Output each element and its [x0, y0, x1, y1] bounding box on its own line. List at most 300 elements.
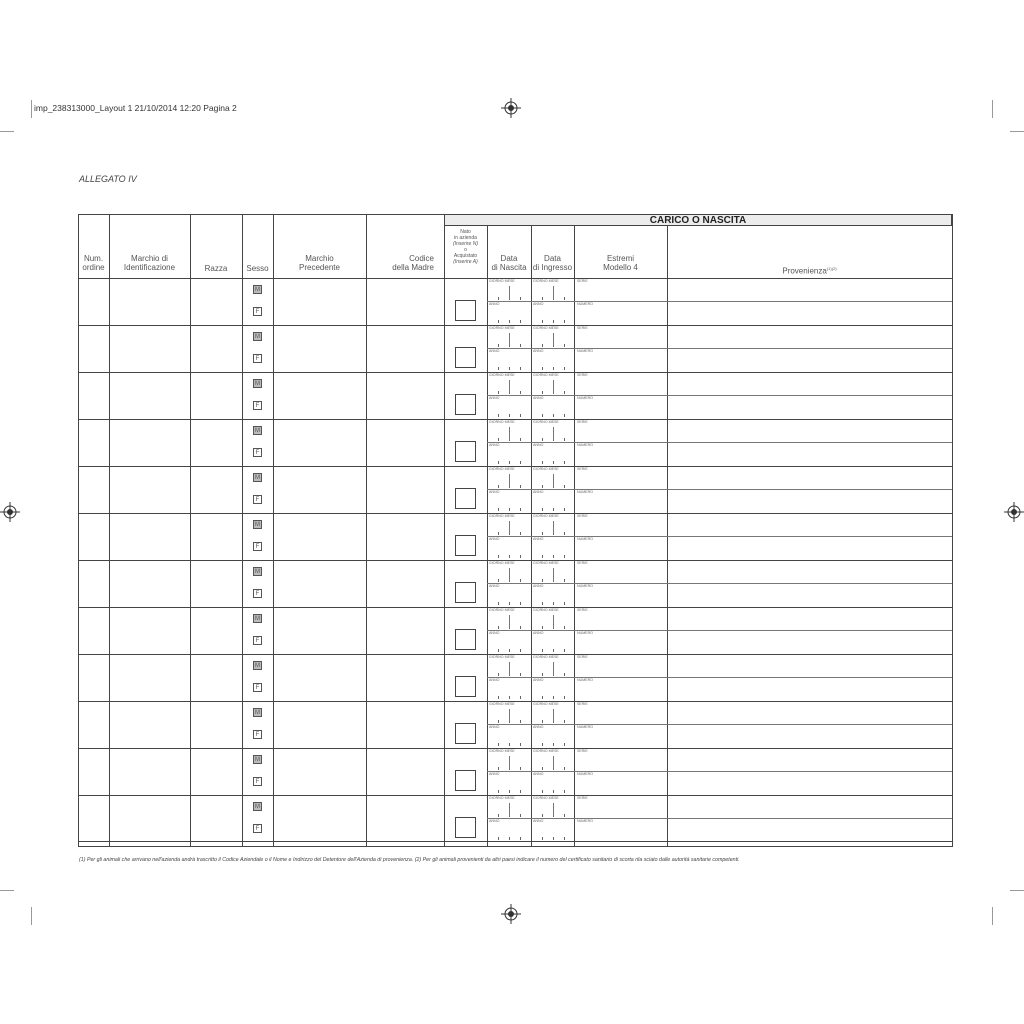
date-separator: [509, 756, 510, 769]
date-tick: [498, 767, 499, 770]
cell-label-numero: NUMERO: [577, 490, 593, 494]
date-separator: [509, 615, 510, 628]
nato-acquistato-input[interactable]: [455, 441, 476, 462]
cell-label-numero: NUMERO: [577, 584, 593, 588]
date-tick: [564, 626, 565, 629]
row-half-divider: [487, 724, 952, 725]
date-tick: [553, 320, 554, 323]
sex-f-checkbox[interactable]: F: [253, 777, 262, 786]
date-tick: [509, 508, 510, 511]
column-divider: [444, 214, 445, 847]
sex-m-checkbox[interactable]: M: [255, 334, 260, 340]
header-line: Marchio di: [131, 254, 168, 263]
sex-f-checkbox[interactable]: F: [253, 448, 262, 457]
cell-label-anno: ANNO: [533, 819, 544, 823]
section-banner: CARICO O NASCITA: [444, 214, 952, 226]
date-tick: [564, 837, 565, 840]
cell-label-numero: NUMERO: [577, 349, 593, 353]
cell-label-giorno_mese: GIORNO MESE: [489, 514, 515, 518]
date-tick: [509, 743, 510, 746]
header-provenienza: [667, 264, 952, 276]
sex-m-checkbox[interactable]: M: [255, 710, 260, 716]
cell-label-serie: SERIE: [577, 702, 588, 706]
date-tick: [520, 555, 521, 558]
cell-label-numero: NUMERO: [577, 678, 593, 682]
date-tick: [498, 743, 499, 746]
cell-label-anno: ANNO: [533, 443, 544, 447]
cell-label-serie: SERIE: [577, 655, 588, 659]
cell-label-anno: ANNO: [489, 349, 500, 353]
allegato-title: ALLEGATO IV: [79, 174, 137, 184]
registration-mark-icon: [0, 502, 20, 522]
date-tick: [564, 414, 565, 417]
date-tick: [520, 461, 521, 464]
sex-m-checkbox[interactable]: M: [255, 287, 260, 293]
row-half-divider: [487, 818, 952, 819]
date-tick: [498, 790, 499, 793]
table-frame: [78, 214, 953, 847]
date-separator: [509, 474, 510, 487]
sex-f-checkbox[interactable]: F: [253, 495, 262, 504]
date-tick: [498, 532, 499, 535]
cell-label-numero: NUMERO: [577, 443, 593, 447]
cell-label-giorno_mese: GIORNO MESE: [489, 326, 515, 330]
date-tick: [520, 837, 521, 840]
header-line: ordine: [82, 263, 105, 272]
cell-label-giorno_mese: GIORNO MESE: [533, 420, 559, 424]
date-tick: [564, 696, 565, 699]
sex-f-checkbox[interactable]: F: [253, 542, 262, 551]
sex-f-checkbox[interactable]: F: [253, 683, 262, 692]
cell-label-giorno_mese: GIORNO MESE: [489, 702, 515, 706]
date-tick: [520, 626, 521, 629]
sex-f-checkbox[interactable]: F: [253, 307, 262, 316]
header-line: Num.: [83, 254, 104, 263]
date-tick: [498, 579, 499, 582]
cell-label-giorno_mese: GIORNO MESE: [489, 796, 515, 800]
date-tick: [542, 673, 543, 676]
date-separator: [553, 474, 554, 487]
cell-label-serie: SERIE: [577, 514, 588, 518]
cell-label-anno: ANNO: [533, 302, 544, 306]
date-separator: [553, 427, 554, 440]
sex-f-checkbox[interactable]: F: [253, 730, 262, 739]
header-sesso: Sesso: [246, 264, 269, 273]
date-tick: [564, 555, 565, 558]
sex-m-checkbox[interactable]: M: [255, 757, 260, 763]
nato-acquistato-input[interactable]: [455, 723, 476, 744]
date-tick: [564, 485, 565, 488]
cell-label-giorno_mese: GIORNO MESE: [489, 561, 515, 565]
date-tick: [520, 790, 521, 793]
cell-label-giorno_mese: GIORNO MESE: [489, 749, 515, 753]
row-half-divider: [487, 630, 952, 631]
nato-acquistato-input[interactable]: [455, 535, 476, 556]
date-tick: [542, 320, 543, 323]
nato-acquistato-input[interactable]: [455, 394, 476, 415]
date-separator: [553, 333, 554, 346]
registration-mark-icon: [1004, 502, 1024, 522]
date-tick: [498, 461, 499, 464]
cell-label-giorno_mese: GIORNO MESE: [489, 608, 515, 612]
date-tick: [520, 367, 521, 370]
cell-label-serie: SERIE: [577, 279, 588, 283]
date-tick: [564, 532, 565, 535]
nato-acquistato-input[interactable]: [455, 300, 476, 321]
cell-label-serie: SERIE: [577, 420, 588, 424]
cell-label-numero: NUMERO: [577, 772, 593, 776]
cell-label-numero: NUMERO: [577, 631, 593, 635]
registration-mark-icon: [501, 98, 521, 118]
date-tick: [542, 767, 543, 770]
cell-label-anno: ANNO: [489, 631, 500, 635]
date-tick: [520, 485, 521, 488]
date-tick: [553, 649, 554, 652]
row-half-divider: [487, 583, 952, 584]
date-tick: [498, 485, 499, 488]
date-tick: [564, 602, 565, 605]
date-tick: [542, 837, 543, 840]
registration-mark-icon: [501, 904, 521, 924]
date-tick: [553, 367, 554, 370]
date-separator: [553, 568, 554, 581]
cell-label-anno: ANNO: [533, 772, 544, 776]
date-tick: [542, 367, 543, 370]
date-tick: [542, 743, 543, 746]
date-separator: [553, 380, 554, 393]
cell-label-giorno_mese: GIORNO MESE: [489, 420, 515, 424]
date-tick: [564, 461, 565, 464]
date-tick: [509, 555, 510, 558]
header-line: in azienda: [454, 235, 477, 241]
header-num: [78, 254, 109, 272]
sex-m-checkbox[interactable]: M: [255, 381, 260, 387]
row-half-divider: [487, 489, 952, 490]
cell-label-giorno_mese: GIORNO MESE: [533, 279, 559, 283]
date-tick: [542, 555, 543, 558]
date-tick: [498, 626, 499, 629]
date-tick: [564, 367, 565, 370]
date-separator: [509, 662, 510, 675]
date-tick: [564, 508, 565, 511]
date-tick: [509, 461, 510, 464]
row-divider: [78, 748, 953, 749]
nato-acquistato-input[interactable]: [455, 629, 476, 650]
sex-m-checkbox[interactable]: M: [255, 428, 260, 434]
column-divider: [273, 214, 274, 847]
date-tick: [509, 837, 510, 840]
cell-label-serie: SERIE: [577, 373, 588, 377]
cell-label-serie: SERIE: [577, 796, 588, 800]
cell-label-giorno_mese: GIORNO MESE: [489, 655, 515, 659]
date-tick: [520, 532, 521, 535]
date-separator: [509, 568, 510, 581]
sex-m-checkbox[interactable]: M: [255, 522, 260, 528]
date-tick: [498, 391, 499, 394]
date-separator: [509, 333, 510, 346]
cell-label-anno: ANNO: [533, 396, 544, 400]
date-tick: [553, 508, 554, 511]
row-half-divider: [487, 395, 952, 396]
date-tick: [553, 414, 554, 417]
date-tick: [564, 649, 565, 652]
date-tick: [564, 743, 565, 746]
table-bottom-line: [78, 841, 953, 842]
date-tick: [498, 320, 499, 323]
sex-f-checkbox[interactable]: F: [253, 636, 262, 645]
row-divider: [78, 795, 953, 796]
cell-label-anno: ANNO: [489, 396, 500, 400]
cell-label-anno: ANNO: [489, 443, 500, 447]
cell-label-anno: ANNO: [489, 819, 500, 823]
nato-acquistato-input[interactable]: [455, 817, 476, 838]
date-tick: [498, 508, 499, 511]
date-tick: [509, 367, 510, 370]
date-separator: [509, 709, 510, 722]
nato-acquistato-input[interactable]: [455, 676, 476, 697]
cell-label-giorno_mese: GIORNO MESE: [533, 702, 559, 706]
date-separator: [553, 662, 554, 675]
row-half-divider: [487, 348, 952, 349]
footnote: (1) Per gli animali che arrivano nell'azienda andrà trascritto il Codice Aziendale o il Nome e Indirizzo del Detentore dell'Azienda di provenienza. (2) Per gli animali provenienti da altri paesi indicare il numero del certificato sanitario di scorta rila sciato dalle autorità sanitarie competenti.: [79, 857, 740, 863]
cell-label-anno: ANNO: [489, 490, 500, 494]
column-divider: [190, 214, 191, 847]
cell-label-numero: NUMERO: [577, 725, 593, 729]
header-data-nascita: [487, 254, 531, 272]
date-tick: [520, 438, 521, 441]
date-tick: [498, 438, 499, 441]
date-tick: [542, 649, 543, 652]
date-tick: [498, 837, 499, 840]
date-tick: [542, 344, 543, 347]
header-line: di Ingresso: [532, 263, 573, 272]
date-tick: [564, 720, 565, 723]
cell-label-serie: SERIE: [577, 561, 588, 565]
cell-label-anno: ANNO: [533, 631, 544, 635]
sex-m-checkbox[interactable]: M: [255, 569, 260, 575]
nato-acquistato-input[interactable]: [455, 582, 476, 603]
date-tick: [564, 579, 565, 582]
date-tick: [542, 414, 543, 417]
header-marchio-precedente: [273, 254, 366, 272]
date-tick: [564, 673, 565, 676]
cell-label-numero: NUMERO: [577, 537, 593, 541]
date-tick: [509, 649, 510, 652]
date-tick: [520, 720, 521, 723]
column-divider: [109, 214, 110, 847]
date-tick: [553, 696, 554, 699]
header-line: o: [464, 247, 467, 253]
date-tick: [542, 485, 543, 488]
date-tick: [542, 602, 543, 605]
row-divider: [78, 372, 953, 373]
cell-label-anno: ANNO: [489, 725, 500, 729]
header-line: Marchio: [305, 254, 334, 263]
cell-label-anno: ANNO: [533, 725, 544, 729]
cell-label-serie: SERIE: [577, 326, 588, 330]
row-divider: [78, 654, 953, 655]
date-separator: [553, 803, 554, 816]
date-separator: [553, 615, 554, 628]
row-divider: [78, 419, 953, 420]
date-tick: [520, 508, 521, 511]
header-codice-madre: [366, 254, 444, 272]
nato-acquistato-input[interactable]: [455, 488, 476, 509]
date-tick: [520, 767, 521, 770]
cell-label-giorno_mese: GIORNO MESE: [533, 561, 559, 565]
date-tick: [564, 790, 565, 793]
date-tick: [509, 696, 510, 699]
date-tick: [520, 743, 521, 746]
cell-label-giorno_mese: GIORNO MESE: [533, 514, 559, 518]
sex-m-checkbox[interactable]: M: [255, 475, 260, 481]
cell-label-anno: ANNO: [533, 678, 544, 682]
date-tick: [520, 696, 521, 699]
date-tick: [553, 743, 554, 746]
header-estremi: [574, 254, 667, 272]
date-tick: [509, 602, 510, 605]
date-tick: [542, 508, 543, 511]
date-tick: [542, 626, 543, 629]
date-tick: [520, 391, 521, 394]
date-tick: [542, 532, 543, 535]
crop-mark: [1010, 131, 1024, 132]
date-tick: [542, 720, 543, 723]
sex-f-checkbox[interactable]: F: [253, 354, 262, 363]
cell-label-giorno_mese: GIORNO MESE: [533, 608, 559, 612]
header-line: di Nascita: [491, 263, 527, 272]
date-tick: [553, 602, 554, 605]
date-tick: [498, 720, 499, 723]
cell-label-giorno_mese: GIORNO MESE: [489, 279, 515, 283]
date-tick: [553, 555, 554, 558]
date-separator: [553, 521, 554, 534]
column-divider: [366, 214, 367, 847]
header-superscript: (1)(2): [826, 266, 837, 271]
date-tick: [498, 602, 499, 605]
cell-label-serie: SERIE: [577, 608, 588, 612]
date-tick: [564, 344, 565, 347]
date-separator: [509, 427, 510, 440]
header-line: Codice: [409, 254, 434, 263]
header-line: (Inserire A): [453, 259, 478, 265]
sex-f-checkbox[interactable]: F: [253, 401, 262, 410]
cell-label-anno: ANNO: [489, 678, 500, 682]
date-tick: [520, 297, 521, 300]
crop-mark: [0, 890, 14, 891]
date-separator: [509, 803, 510, 816]
date-tick: [509, 790, 510, 793]
header-line: Modello 4: [603, 263, 638, 272]
date-tick: [498, 649, 499, 652]
date-tick: [498, 696, 499, 699]
date-tick: [542, 579, 543, 582]
header-marchio: [109, 254, 190, 272]
date-separator: [553, 286, 554, 299]
row-half-divider: [487, 301, 952, 302]
sex-m-checkbox[interactable]: M: [255, 663, 260, 669]
header-line: Provenienza: [782, 266, 827, 276]
cell-label-giorno_mese: GIORNO MESE: [489, 467, 515, 471]
date-tick: [520, 320, 521, 323]
cell-label-serie: SERIE: [577, 749, 588, 753]
header-line: Data: [544, 254, 561, 263]
header-line: Data: [500, 254, 518, 263]
cell-label-giorno_mese: GIORNO MESE: [533, 655, 559, 659]
date-separator: [553, 756, 554, 769]
cell-label-anno: ANNO: [533, 537, 544, 541]
date-tick: [542, 391, 543, 394]
date-tick: [542, 696, 543, 699]
date-separator: [553, 709, 554, 722]
header-divider: [78, 278, 953, 279]
cell-label-numero: NUMERO: [577, 302, 593, 306]
date-tick: [498, 414, 499, 417]
header-line: Precedente: [299, 263, 340, 272]
header-line: Nato: [460, 229, 471, 235]
date-tick: [520, 344, 521, 347]
date-tick: [520, 579, 521, 582]
date-tick: [498, 297, 499, 300]
header-nato: [444, 229, 487, 265]
row-half-divider: [487, 771, 952, 772]
row-divider: [78, 560, 953, 561]
date-tick: [498, 344, 499, 347]
row-half-divider: [487, 442, 952, 443]
date-tick: [498, 814, 499, 817]
crop-mark: [992, 100, 993, 118]
column-divider: [242, 214, 243, 847]
print-info: imp_238313000_Layout 1 21/10/2014 12:20 Pagina 2: [34, 103, 237, 113]
date-tick: [553, 837, 554, 840]
date-tick: [509, 320, 510, 323]
sex-m-checkbox[interactable]: M: [255, 804, 260, 810]
cell-label-serie: SERIE: [577, 467, 588, 471]
date-tick: [520, 414, 521, 417]
row-divider: [78, 466, 953, 467]
date-tick: [542, 461, 543, 464]
cell-label-giorno_mese: GIORNO MESE: [533, 796, 559, 800]
date-separator: [509, 521, 510, 534]
date-tick: [564, 438, 565, 441]
date-tick: [509, 414, 510, 417]
date-separator: [509, 286, 510, 299]
date-tick: [542, 790, 543, 793]
cell-label-anno: ANNO: [489, 772, 500, 776]
header-data-ingresso: [531, 254, 574, 272]
sex-f-checkbox[interactable]: F: [253, 824, 262, 833]
date-separator: [509, 380, 510, 393]
crop-mark: [1010, 890, 1024, 891]
date-tick: [520, 649, 521, 652]
nato-acquistato-input[interactable]: [455, 770, 476, 791]
cell-label-anno: ANNO: [489, 584, 500, 588]
row-divider: [78, 513, 953, 514]
date-tick: [564, 297, 565, 300]
row-divider: [78, 325, 953, 326]
date-tick: [564, 814, 565, 817]
header-razza: Razza: [204, 264, 228, 273]
crop-mark: [0, 131, 14, 132]
date-tick: [520, 673, 521, 676]
cell-label-numero: NUMERO: [577, 396, 593, 400]
cell-label-giorno_mese: GIORNO MESE: [533, 749, 559, 753]
sex-m-checkbox[interactable]: M: [255, 616, 260, 622]
crop-mark: [992, 907, 993, 925]
nato-acquistato-input[interactable]: [455, 347, 476, 368]
cell-label-giorno_mese: GIORNO MESE: [533, 373, 559, 377]
sex-f-checkbox[interactable]: F: [253, 589, 262, 598]
